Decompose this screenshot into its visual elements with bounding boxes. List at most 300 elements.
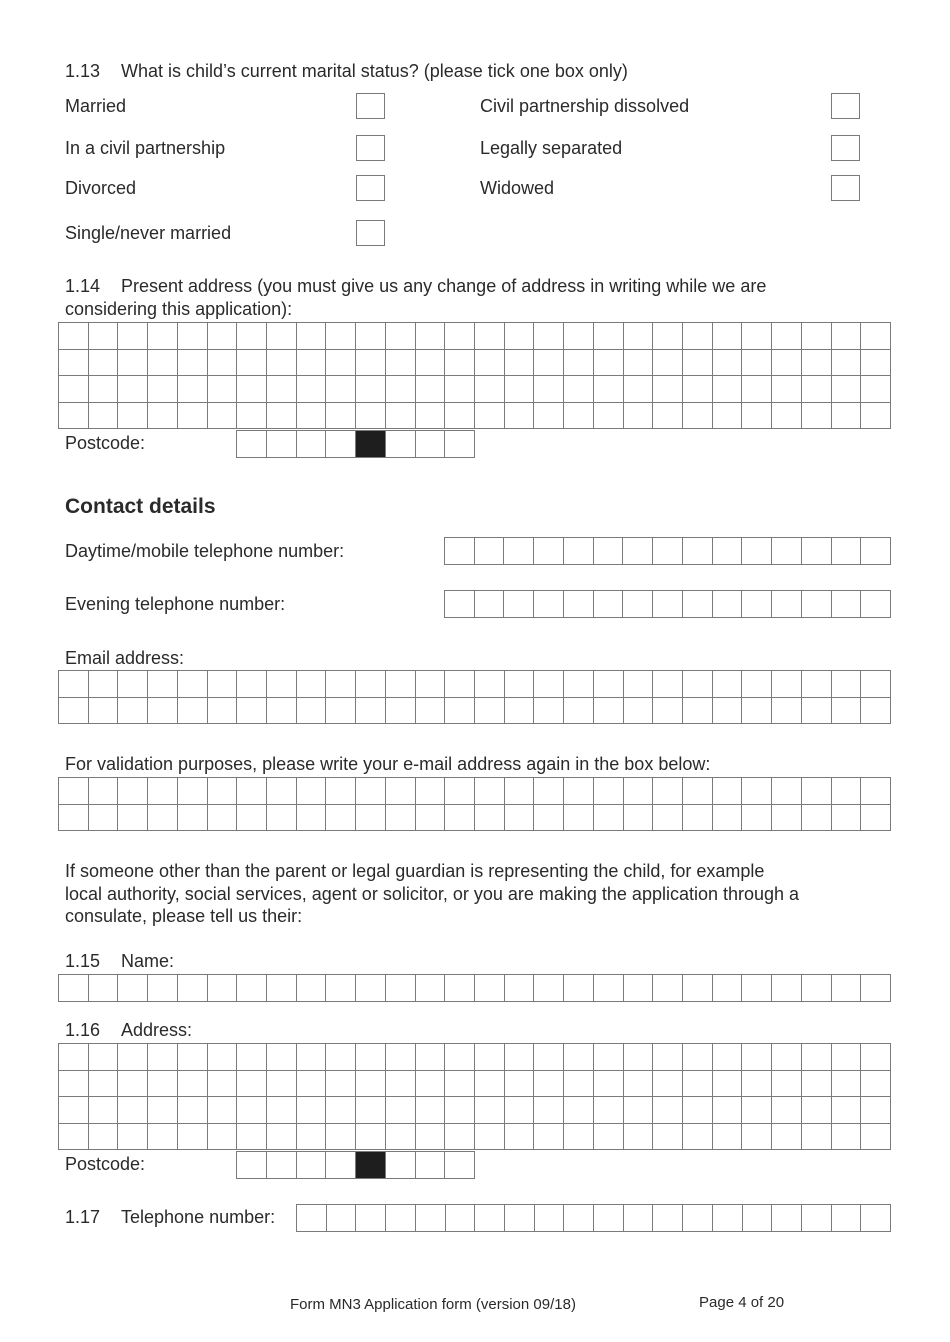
- character-box[interactable]: [386, 403, 416, 430]
- character-box[interactable]: [326, 671, 356, 698]
- character-box[interactable]: [148, 1097, 178, 1124]
- character-box[interactable]: [178, 350, 208, 377]
- character-box[interactable]: [475, 805, 505, 832]
- character-box[interactable]: [386, 805, 416, 832]
- character-box[interactable]: [802, 1097, 832, 1124]
- character-box[interactable]: [178, 975, 208, 1002]
- character-box[interactable]: [148, 778, 178, 805]
- character-box[interactable]: [564, 805, 594, 832]
- character-box[interactable]: [861, 538, 891, 565]
- character-box[interactable]: [445, 778, 475, 805]
- character-box[interactable]: [743, 1205, 773, 1232]
- character-box[interactable]: [742, 376, 772, 403]
- character-box[interactable]: [118, 805, 148, 832]
- character-box[interactable]: [148, 975, 178, 1002]
- character-box[interactable]: [653, 671, 683, 698]
- character-box[interactable]: [594, 671, 624, 698]
- character-box[interactable]: [594, 323, 624, 350]
- character-box[interactable]: [208, 403, 238, 430]
- character-box[interactable]: [742, 1044, 772, 1071]
- character-box[interactable]: [653, 1071, 683, 1098]
- character-box[interactable]: [653, 403, 683, 430]
- present-postcode-grid[interactable]: [236, 430, 475, 458]
- character-box[interactable]: [118, 1044, 148, 1071]
- character-box[interactable]: [713, 350, 743, 377]
- character-box[interactable]: [564, 323, 594, 350]
- character-box[interactable]: [326, 1044, 356, 1071]
- character-box[interactable]: [861, 671, 891, 698]
- character-box[interactable]: [416, 1124, 446, 1151]
- character-box[interactable]: [742, 403, 772, 430]
- character-box[interactable]: [653, 778, 683, 805]
- character-box[interactable]: [416, 1152, 446, 1179]
- character-box[interactable]: [624, 1205, 654, 1232]
- character-box[interactable]: [59, 1097, 89, 1124]
- character-box[interactable]: [594, 591, 624, 618]
- character-box[interactable]: [297, 698, 327, 725]
- character-box[interactable]: [297, 376, 327, 403]
- character-box[interactable]: [416, 778, 446, 805]
- character-box[interactable]: [59, 350, 89, 377]
- character-box[interactable]: [624, 403, 654, 430]
- character-box[interactable]: [713, 778, 743, 805]
- character-box[interactable]: [832, 1071, 862, 1098]
- character-box[interactable]: [445, 671, 475, 698]
- character-box[interactable]: [267, 1071, 297, 1098]
- character-box[interactable]: [89, 1071, 119, 1098]
- character-box[interactable]: [356, 1205, 386, 1232]
- character-box[interactable]: [802, 1071, 832, 1098]
- character-box[interactable]: [267, 1124, 297, 1151]
- character-box[interactable]: [653, 698, 683, 725]
- character-box[interactable]: [683, 975, 713, 1002]
- character-box[interactable]: [564, 591, 594, 618]
- character-box[interactable]: [445, 1152, 475, 1179]
- character-box[interactable]: [534, 671, 564, 698]
- character-box[interactable]: [713, 538, 743, 565]
- character-box[interactable]: [861, 805, 891, 832]
- character-box[interactable]: [713, 1071, 743, 1098]
- character-box[interactable]: [59, 376, 89, 403]
- character-box[interactable]: [742, 1071, 772, 1098]
- character-box[interactable]: [445, 1124, 475, 1151]
- evening-phone-grid[interactable]: [444, 590, 891, 618]
- character-box[interactable]: [713, 1205, 743, 1232]
- character-box[interactable]: [326, 403, 356, 430]
- character-box[interactable]: [297, 1152, 327, 1179]
- character-box[interactable]: [742, 778, 772, 805]
- character-box[interactable]: [118, 1097, 148, 1124]
- character-box[interactable]: [505, 975, 535, 1002]
- character-box[interactable]: [861, 323, 891, 350]
- character-box[interactable]: [653, 1044, 683, 1071]
- character-box[interactable]: [653, 1097, 683, 1124]
- character-box[interactable]: [356, 323, 386, 350]
- character-box[interactable]: [772, 778, 802, 805]
- character-box[interactable]: [267, 778, 297, 805]
- character-box[interactable]: [326, 778, 356, 805]
- character-box[interactable]: [594, 805, 624, 832]
- character-box[interactable]: [237, 805, 267, 832]
- character-box[interactable]: [505, 1124, 535, 1151]
- character-box[interactable]: [653, 538, 683, 565]
- character-box[interactable]: [445, 805, 475, 832]
- character-box[interactable]: [445, 431, 475, 458]
- character-box[interactable]: [564, 1124, 594, 1151]
- character-box[interactable]: [59, 403, 89, 430]
- character-box[interactable]: [297, 975, 327, 1002]
- character-box[interactable]: [653, 376, 683, 403]
- character-box[interactable]: [683, 805, 713, 832]
- character-box[interactable]: [624, 1097, 654, 1124]
- character-box[interactable]: [237, 698, 267, 725]
- character-box[interactable]: [178, 671, 208, 698]
- character-box[interactable]: [594, 350, 624, 377]
- character-box[interactable]: [683, 1044, 713, 1071]
- character-box[interactable]: [267, 671, 297, 698]
- character-box[interactable]: [237, 671, 267, 698]
- character-box[interactable]: [356, 805, 386, 832]
- character-box[interactable]: [861, 1071, 891, 1098]
- character-box[interactable]: [237, 1044, 267, 1071]
- character-box[interactable]: [118, 778, 148, 805]
- character-box[interactable]: [594, 1124, 624, 1151]
- character-box[interactable]: [386, 376, 416, 403]
- character-box[interactable]: [237, 778, 267, 805]
- character-box[interactable]: [267, 975, 297, 1002]
- character-box[interactable]: [118, 1124, 148, 1151]
- character-box[interactable]: [475, 698, 505, 725]
- civil-partnership-checkbox[interactable]: [356, 135, 385, 161]
- character-box[interactable]: [148, 1071, 178, 1098]
- character-box[interactable]: [861, 698, 891, 725]
- character-box[interactable]: [772, 403, 802, 430]
- single-checkbox[interactable]: [356, 220, 385, 246]
- character-box[interactable]: [624, 671, 654, 698]
- character-box[interactable]: [416, 431, 446, 458]
- character-box[interactable]: [475, 975, 505, 1002]
- character-box[interactable]: [594, 1097, 624, 1124]
- character-box[interactable]: [802, 671, 832, 698]
- character-box[interactable]: [832, 403, 862, 430]
- character-box[interactable]: [832, 591, 862, 618]
- character-box[interactable]: [534, 698, 564, 725]
- character-box[interactable]: [534, 805, 564, 832]
- character-box[interactable]: [208, 1124, 238, 1151]
- character-box[interactable]: [326, 323, 356, 350]
- character-box[interactable]: [118, 671, 148, 698]
- character-box[interactable]: [386, 1097, 416, 1124]
- character-box[interactable]: [713, 698, 743, 725]
- character-box[interactable]: [802, 698, 832, 725]
- character-box[interactable]: [178, 323, 208, 350]
- character-box[interactable]: [59, 698, 89, 725]
- character-box[interactable]: [386, 431, 416, 458]
- character-box[interactable]: [297, 1044, 327, 1071]
- character-box[interactable]: [535, 1205, 565, 1232]
- character-box[interactable]: [356, 1044, 386, 1071]
- character-box[interactable]: [713, 975, 743, 1002]
- character-box[interactable]: [59, 778, 89, 805]
- character-box[interactable]: [445, 403, 475, 430]
- character-box[interactable]: [713, 671, 743, 698]
- character-box[interactable]: [594, 1205, 624, 1232]
- character-box[interactable]: [564, 403, 594, 430]
- character-box[interactable]: [297, 1205, 327, 1232]
- character-box[interactable]: [742, 975, 772, 1002]
- character-box[interactable]: [178, 1071, 208, 1098]
- email-confirm-grid[interactable]: [58, 777, 891, 831]
- character-box[interactable]: [208, 1097, 238, 1124]
- character-box[interactable]: [624, 1044, 654, 1071]
- representative-address-grid[interactable]: [58, 1043, 891, 1150]
- divorced-checkbox[interactable]: [356, 175, 385, 201]
- character-box[interactable]: [624, 975, 654, 1002]
- character-box[interactable]: [772, 975, 802, 1002]
- character-box[interactable]: [445, 538, 475, 565]
- character-box[interactable]: [178, 805, 208, 832]
- character-box[interactable]: [564, 1044, 594, 1071]
- character-box[interactable]: [802, 323, 832, 350]
- character-box[interactable]: [178, 1044, 208, 1071]
- character-box[interactable]: [564, 975, 594, 1002]
- character-box[interactable]: [534, 1071, 564, 1098]
- character-box[interactable]: [356, 1097, 386, 1124]
- character-box[interactable]: [475, 1205, 505, 1232]
- character-box[interactable]: [89, 403, 119, 430]
- character-box[interactable]: [118, 323, 148, 350]
- character-box[interactable]: [208, 778, 238, 805]
- character-box[interactable]: [386, 1205, 416, 1232]
- character-box[interactable]: [386, 698, 416, 725]
- character-box[interactable]: [653, 805, 683, 832]
- character-box[interactable]: [118, 1071, 148, 1098]
- character-box[interactable]: [534, 1044, 564, 1071]
- character-box[interactable]: [653, 975, 683, 1002]
- character-box[interactable]: [89, 975, 119, 1002]
- character-box[interactable]: [832, 350, 862, 377]
- character-box[interactable]: [416, 671, 446, 698]
- character-box[interactable]: [326, 698, 356, 725]
- character-box[interactable]: [267, 1097, 297, 1124]
- character-box[interactable]: [148, 376, 178, 403]
- character-box[interactable]: [534, 1124, 564, 1151]
- character-box[interactable]: [653, 1205, 683, 1232]
- character-box[interactable]: [505, 805, 535, 832]
- character-box[interactable]: [59, 1044, 89, 1071]
- character-box[interactable]: [148, 671, 178, 698]
- character-box[interactable]: [624, 698, 654, 725]
- character-box[interactable]: [802, 1124, 832, 1151]
- character-box[interactable]: [475, 1124, 505, 1151]
- character-box[interactable]: [208, 671, 238, 698]
- character-box[interactable]: [118, 350, 148, 377]
- character-box[interactable]: [386, 1152, 416, 1179]
- character-box[interactable]: [713, 1097, 743, 1124]
- character-box[interactable]: [742, 538, 772, 565]
- character-box[interactable]: [178, 698, 208, 725]
- character-box[interactable]: [802, 403, 832, 430]
- character-box[interactable]: [564, 671, 594, 698]
- character-box[interactable]: [653, 350, 683, 377]
- character-box[interactable]: [326, 1124, 356, 1151]
- character-box[interactable]: [148, 323, 178, 350]
- character-box[interactable]: [772, 671, 802, 698]
- character-box[interactable]: [564, 1205, 594, 1232]
- character-box[interactable]: [89, 1097, 119, 1124]
- character-box[interactable]: [534, 350, 564, 377]
- character-box[interactable]: [416, 376, 446, 403]
- character-box[interactable]: [297, 403, 327, 430]
- representative-phone-grid[interactable]: [296, 1204, 891, 1232]
- character-box[interactable]: [89, 778, 119, 805]
- character-box[interactable]: [267, 698, 297, 725]
- character-box[interactable]: [445, 323, 475, 350]
- widowed-checkbox[interactable]: [831, 175, 860, 201]
- character-box[interactable]: [327, 1205, 357, 1232]
- character-box[interactable]: [416, 323, 446, 350]
- character-box[interactable]: [683, 1205, 713, 1232]
- character-box[interactable]: [534, 778, 564, 805]
- character-box[interactable]: [742, 698, 772, 725]
- character-box[interactable]: [178, 1124, 208, 1151]
- character-box[interactable]: [624, 1124, 654, 1151]
- character-box[interactable]: [505, 1044, 535, 1071]
- character-box[interactable]: [564, 1071, 594, 1098]
- character-box[interactable]: [624, 778, 654, 805]
- character-box[interactable]: [416, 698, 446, 725]
- character-box[interactable]: [326, 1071, 356, 1098]
- character-box[interactable]: [475, 1044, 505, 1071]
- character-box[interactable]: [267, 376, 297, 403]
- character-box[interactable]: [297, 431, 327, 458]
- character-box[interactable]: [683, 778, 713, 805]
- character-box[interactable]: [713, 376, 743, 403]
- character-box[interactable]: [772, 1205, 802, 1232]
- character-box[interactable]: [861, 1205, 891, 1232]
- character-box[interactable]: [505, 403, 535, 430]
- character-box[interactable]: [624, 350, 654, 377]
- character-box[interactable]: [89, 323, 119, 350]
- character-box[interactable]: [326, 975, 356, 1002]
- character-box[interactable]: [475, 1071, 505, 1098]
- character-box[interactable]: [297, 350, 327, 377]
- character-box[interactable]: [178, 376, 208, 403]
- character-box[interactable]: [475, 376, 505, 403]
- character-box[interactable]: [653, 1124, 683, 1151]
- character-box[interactable]: [772, 1044, 802, 1071]
- character-box[interactable]: [445, 1097, 475, 1124]
- character-box[interactable]: [59, 975, 89, 1002]
- character-box[interactable]: [683, 1071, 713, 1098]
- character-box[interactable]: [475, 403, 505, 430]
- character-box[interactable]: [713, 1044, 743, 1071]
- character-box[interactable]: [386, 671, 416, 698]
- character-box[interactable]: [267, 1152, 297, 1179]
- character-box[interactable]: [861, 1124, 891, 1151]
- character-box[interactable]: [208, 1071, 238, 1098]
- character-box[interactable]: [683, 350, 713, 377]
- character-box[interactable]: [802, 350, 832, 377]
- character-box[interactable]: [89, 1044, 119, 1071]
- character-box[interactable]: [445, 350, 475, 377]
- character-box[interactable]: [356, 350, 386, 377]
- character-box[interactable]: [118, 376, 148, 403]
- character-box[interactable]: [505, 698, 535, 725]
- character-box[interactable]: [802, 1205, 832, 1232]
- character-box[interactable]: [713, 1124, 743, 1151]
- character-box[interactable]: [178, 778, 208, 805]
- daytime-phone-grid[interactable]: [444, 537, 891, 565]
- character-box[interactable]: [832, 975, 862, 1002]
- character-box[interactable]: [297, 1124, 327, 1151]
- character-box[interactable]: [89, 1124, 119, 1151]
- character-box[interactable]: [59, 1071, 89, 1098]
- character-box[interactable]: [832, 323, 862, 350]
- character-box[interactable]: [267, 403, 297, 430]
- character-box[interactable]: [505, 1205, 535, 1232]
- character-box[interactable]: [564, 778, 594, 805]
- character-box[interactable]: [832, 376, 862, 403]
- character-box[interactable]: [683, 323, 713, 350]
- character-box[interactable]: [832, 1097, 862, 1124]
- present-address-grid[interactable]: [58, 322, 891, 429]
- character-box[interactable]: [802, 805, 832, 832]
- character-box[interactable]: [861, 975, 891, 1002]
- character-box[interactable]: [624, 1071, 654, 1098]
- character-box[interactable]: [683, 1124, 713, 1151]
- character-box[interactable]: [772, 350, 802, 377]
- character-box[interactable]: [326, 1097, 356, 1124]
- character-box[interactable]: [772, 1124, 802, 1151]
- character-box[interactable]: [742, 350, 772, 377]
- character-box[interactable]: [534, 975, 564, 1002]
- character-box[interactable]: [237, 431, 267, 458]
- character-box[interactable]: [713, 323, 743, 350]
- character-box[interactable]: [386, 975, 416, 1002]
- character-box[interactable]: [178, 1097, 208, 1124]
- character-box[interactable]: [772, 698, 802, 725]
- character-box[interactable]: [356, 376, 386, 403]
- character-box[interactable]: [297, 323, 327, 350]
- character-box[interactable]: [534, 1097, 564, 1124]
- character-box[interactable]: [326, 805, 356, 832]
- character-box[interactable]: [237, 403, 267, 430]
- character-box[interactable]: [445, 591, 475, 618]
- character-box[interactable]: [713, 591, 743, 618]
- character-box[interactable]: [802, 376, 832, 403]
- character-box[interactable]: [297, 671, 327, 698]
- character-box[interactable]: [326, 350, 356, 377]
- character-box[interactable]: [505, 1097, 535, 1124]
- character-box[interactable]: [683, 1097, 713, 1124]
- character-box[interactable]: [356, 1124, 386, 1151]
- character-box[interactable]: [297, 1097, 327, 1124]
- character-box[interactable]: [683, 671, 713, 698]
- character-box[interactable]: [594, 1071, 624, 1098]
- character-box[interactable]: [475, 671, 505, 698]
- character-box[interactable]: [89, 376, 119, 403]
- character-box[interactable]: [59, 1124, 89, 1151]
- character-box[interactable]: [416, 1205, 446, 1232]
- character-box[interactable]: [445, 975, 475, 1002]
- character-box[interactable]: [445, 376, 475, 403]
- character-box[interactable]: [148, 1124, 178, 1151]
- character-box[interactable]: [148, 698, 178, 725]
- character-box[interactable]: [386, 1124, 416, 1151]
- character-box[interactable]: [742, 805, 772, 832]
- character-box[interactable]: [118, 403, 148, 430]
